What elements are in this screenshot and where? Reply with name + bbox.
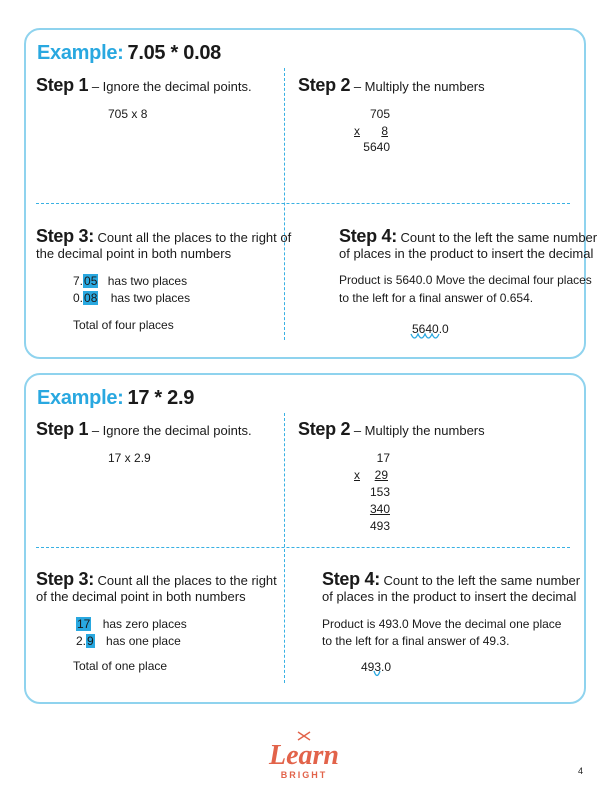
step3-text-line2: of the decimal point in both numbers [36, 589, 246, 604]
multiply-result: 5640 [363, 140, 390, 154]
step3-number-2: 2.9 has one place [76, 634, 181, 648]
horizontal-divider [36, 547, 570, 548]
step4-text-line2: of places in the product to insert the decimal [322, 589, 577, 604]
step2-heading: Step 2 – Multiply the numbers [298, 75, 485, 95]
decimal-highlight: 9 [87, 634, 94, 648]
crossed-pencils-icon [298, 732, 310, 740]
step3-text-line2: the decimal point in both numbers [36, 246, 232, 261]
step4-desc-line1: Product is 5640.0 Move the decimal four places [339, 273, 592, 287]
example-expression: 17 * 2.9 [127, 387, 195, 409]
step4-heading: Step 4: Count to the left the same number [339, 226, 598, 246]
learn-bright-logo [254, 730, 354, 782]
step4-product: 493.0 [361, 660, 392, 674]
example-label: Example: [37, 42, 124, 64]
example-card-2: Example: 17 * 2.9 Step 1 – Ignore the decimal points. 17 x 2.9 Step 2 – Multiply the numbers 17 x 29 153 340 493 Step 3: Count all the places to the right of the decimal point in both numbers 17 has zero places 2.9 has one place Total of one place Step 4: Count to the left the same number of places in the product to insert the decimal Product is 493.0 Move the decimal one place to the left for a final answer of 49.3. 493.0 [24, 373, 586, 704]
step4-desc-line2: to the left for a final answer of 49.3. [322, 634, 510, 648]
step1-work: 705 x 8 [108, 107, 148, 121]
example-expression: 7.05 * 0.08 [127, 42, 221, 64]
vertical-divider [284, 68, 285, 340]
logo-word: Learn [269, 740, 339, 771]
decimal-highlight: 08 [84, 291, 98, 305]
step4-desc-line1: Product is 493.0 Move the decimal one place [322, 617, 562, 631]
multiply-result: 493 [369, 519, 390, 533]
page-number: 4 [578, 766, 584, 776]
example-title [37, 42, 221, 65]
step1-heading: Step 1 – Ignore the decimal points. [36, 419, 252, 439]
decimal-move-loop-icon [372, 670, 382, 680]
example-card-1: Example: 7.05 * 0.08 Step 1 – Ignore the decimal points. 705 x 8 Step 2 – Multiply the numbers 705 x 8 5640 Step 3: Count all the places to the right of the decimal point in both numbers 7.05 has two places 0.08 has two places Total of four places Step 4: Count to the left the same number of places in the product to insert the decimal Product is 5640.0 Move the decimal four places to the left for a final answer of 0.654. 5640.0 [24, 28, 586, 359]
multiply-line1: 17 [376, 451, 390, 465]
step1-heading: Step 1 – Ignore the decimal points. [36, 75, 252, 95]
step2-heading: Step 2 – Multiply the numbers [298, 419, 485, 439]
decimal-highlight: 05 [84, 274, 98, 288]
step3-number-1: 17 has zero places [77, 617, 187, 631]
example-title [37, 387, 194, 410]
step3-total: Total of one place [73, 659, 168, 673]
step1-work: 17 x 2.9 [108, 451, 151, 465]
step4-heading: Step 4: Count to the left the same number [322, 569, 581, 589]
step3-heading: Step 3: Count all the places to the right [36, 569, 277, 589]
vertical-divider [284, 413, 285, 683]
step4-text-line2: of places in the product to insert the decimal [339, 246, 594, 261]
step3-heading: Step 3: Count all the places to the right of [36, 226, 292, 246]
decimal-move-loops-icon [410, 332, 440, 342]
example-label: Example: [37, 387, 124, 409]
step3-number-1: 7.05 has two places [73, 274, 188, 288]
logo-sub: BRIGHT [280, 770, 328, 780]
multiply-line1: 705 [369, 107, 390, 121]
multiply-partial2: 340 [369, 502, 390, 516]
horizontal-divider [36, 203, 570, 204]
step4-desc-line2: to the left for a final answer of 0.654. [339, 291, 534, 305]
step3-total: Total of four places [73, 318, 174, 332]
step3-number-2: 0.08 has two places [73, 291, 191, 305]
decimal-highlight: 17 [77, 617, 91, 631]
step4-product: 5640.0 [412, 322, 449, 336]
multiply-partial1: 153 [369, 485, 390, 499]
